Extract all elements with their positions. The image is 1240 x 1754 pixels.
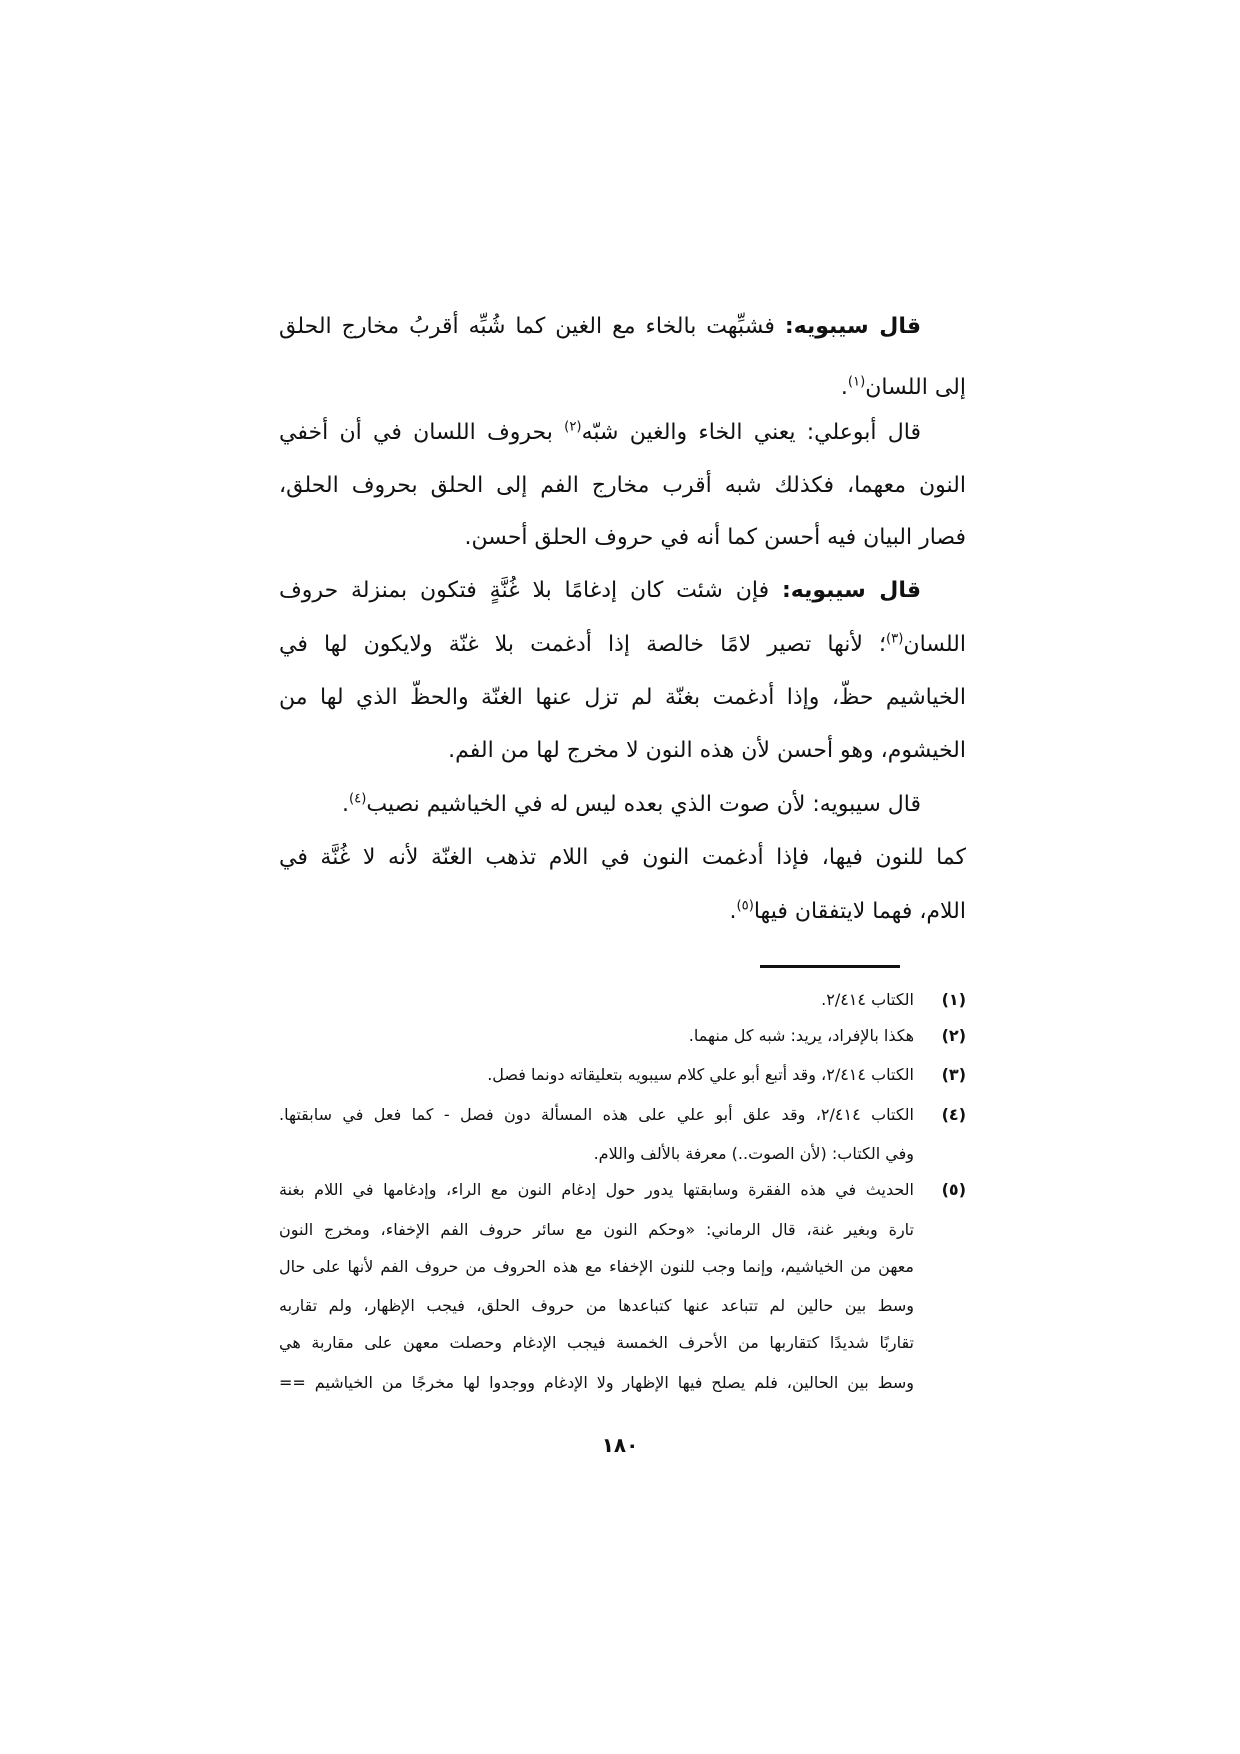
body-line [279,571,966,611]
body-line [279,307,966,347]
body-line [279,413,966,453]
footnote-line: وفي الكتاب: (لأن الصوت..) معرفة بالألف واللام. [593,1144,914,1163]
footnote-separator [760,965,900,968]
body-text: بحروف اللسان في أن أخفي [279,420,565,445]
body-text: اللام، فهما لايتفقان فيها [753,899,966,924]
footnote-line: الكتاب ٢/٤١٤، وقد أتبع أبو علي كلام سيبويه بتعليقاته دونما فصل. [487,1065,914,1084]
body-text: فإن شئت كان إدغامًا بلا غُنَّةٍ فتكون بمنزلة حروف [279,578,782,603]
footnote-ref: (٢) [564,419,582,435]
body-line [279,892,966,932]
body-line [279,625,966,665]
body-text: الخياشيم حظّ، وإذا أدغمت بغنّة لم تزل عنها الغنّة والحظّ الذي لها من [279,685,966,710]
footnote-marker: (٣) [941,1065,966,1084]
footnote-marker: (٢) [941,1026,966,1045]
body-line [279,368,966,408]
speaker-label: قال سيبويه: [784,314,921,339]
footnote-ref: (٤) [348,791,367,807]
body-text: النون معهما، فكذلك شبه أقرب مخارج الفم إلى الحلق بحروف الحلق، [279,473,966,498]
footnote-line: تقاربًا شديدًا كتقاربها من الأحرف الخمسة فيجب الإدغام وحصلت معهن على مقاربة هي [279,1333,914,1352]
body-text: فشبِّهت بالخاء مع الغين كما شُبِّه أقربُ مخارج الحلق [279,314,785,339]
body-text: فصار البيان فيه أحسن كما أنه في حروف الحلق أحسن. [464,525,966,550]
footnote-line: الكتاب ٢/٤١٤، وقد علق أبو علي على هذه المسألة دون فصل - كما فعل في سابقتها. [279,1105,914,1124]
body-text: الخيشوم، وهو أحسن لأن هذه النون لا مخرج لها من الفم. [448,738,966,763]
body-text: ؛ لأنها تصير لامًا خالصة إذا أدغمت بلا غنّة ولايكون لها في [279,632,886,657]
page-number: ١٨٠ [601,1433,639,1457]
footnote-ref: (٣) [886,631,904,647]
footnote-line: الحديث في هذه الفقرة وسابقتها يدور حول إدغام النون مع الراء، وإدغامها في اللام بغنة [279,1180,914,1199]
footnote-line: تارة وبغير غنة، قال الرماني: «وحكم النون مع سائر حروف الفم الإخفاء، ومخرج النون [279,1220,914,1239]
footnote-marker: (١) [941,990,966,1009]
footnote-line: وسط بين حالين لم تتباعد عنها كتباعدها من حروف الحلق، فيجب الإظهار، ولم تقاربه [279,1296,914,1315]
body-text: . [729,899,737,924]
body-line [279,678,966,718]
body-text: . [341,792,349,817]
body-text: اللسان [903,632,966,657]
body-text: قال سيبويه: لأن صوت الذي بعده ليس له في الخياشيم نصيب [366,792,921,817]
body-line [279,785,966,825]
body-text: . [840,375,848,400]
footnote-line: هكذا بالإفراد، يريد: شبه كل منهما. [688,1026,914,1045]
body-text: إلى اللسان [865,375,966,400]
body-text: كما للنون فيها، فإذا أدغمت النون في اللام تذهب الغنّة لأنه لا غُنَّة في [279,845,966,870]
body-line [279,731,966,771]
body-text: قال أبوعلي: يعني الخاء والغين شبّه [581,420,922,445]
speaker-label: قال سيبويه: [781,578,921,603]
body-line [279,518,966,558]
footnote-ref: (٥) [736,898,754,914]
footnote-line: الكتاب ٢/٤١٤. [821,990,914,1009]
footnote-line: وسط بين الحالين، فلم يصلح فيها الإظهار ولا الإدغام ووجدوا لها مخرجًا من الخياشيم == [279,1373,914,1392]
footnote-ref: (١) [847,374,866,390]
body-line [279,838,966,878]
footnote-line: معهن من الخياشيم، وإنما وجب للنون الإخفاء مع هذه الحروف من حروف الفم لأنها على حال [279,1257,914,1276]
footnote-marker: (٥) [941,1180,966,1199]
body-line [279,466,966,506]
footnote-marker: (٤) [941,1105,966,1124]
